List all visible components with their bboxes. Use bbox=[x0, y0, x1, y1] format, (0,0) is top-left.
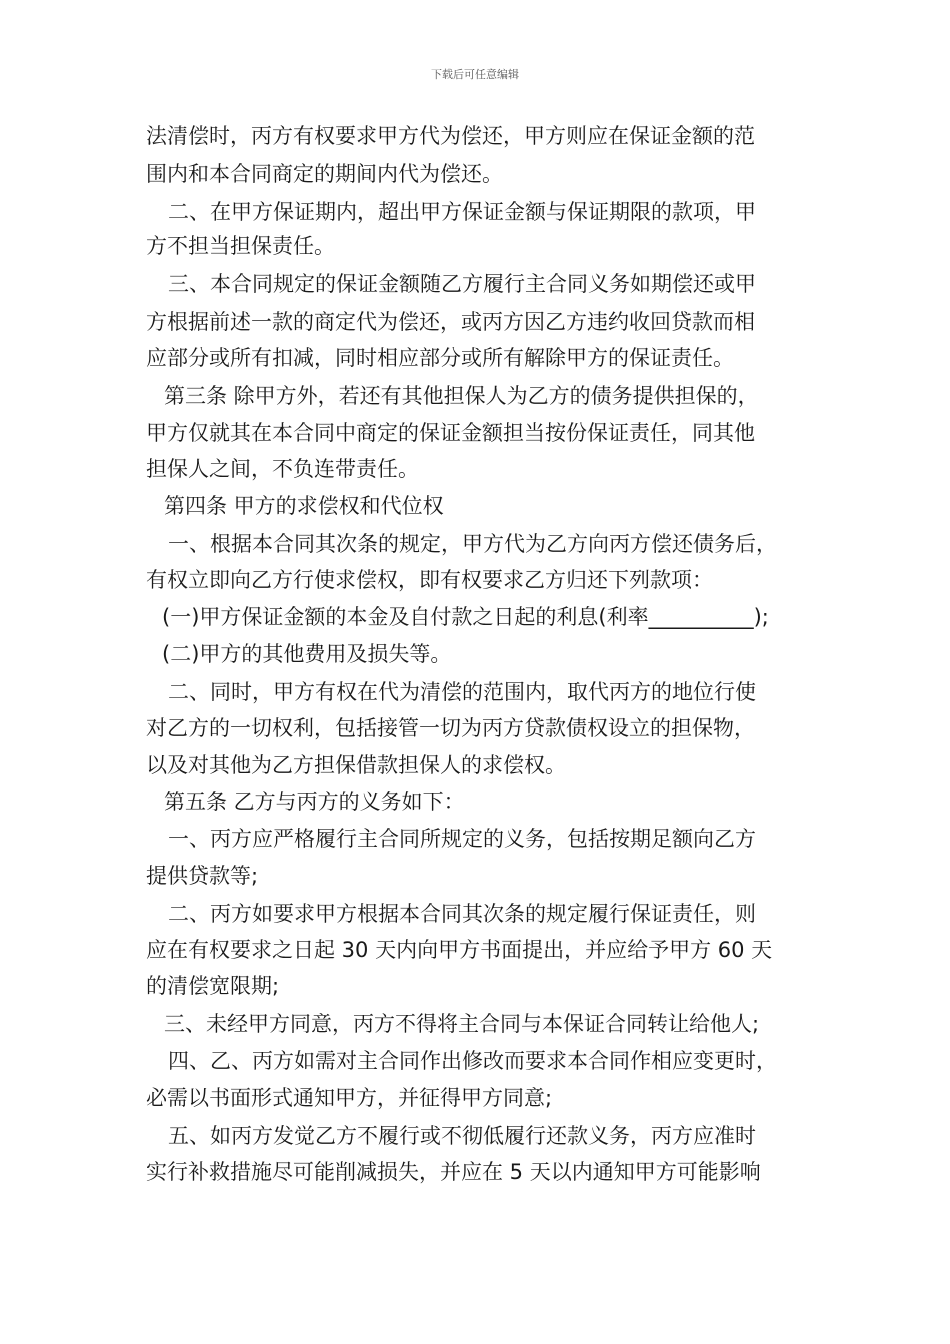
text-line: 方根据前述一款的商定代为偿还，或丙方因乙方违约收回贷款而相 bbox=[146, 310, 755, 334]
text-line: 三、本合同规定的保证金额随乙方履行主合同义务如期偿还或甲 bbox=[168, 272, 756, 296]
text-line: 甲方仅就其在本合同中商定的保证金额担当按份保证责任，同其他 bbox=[146, 421, 755, 445]
text-line: 二、丙方如要求甲方根据本合同其次条的规定履行保证责任，则 bbox=[168, 902, 756, 926]
text-line: 对乙方的一切权利，包括接管一切为丙方贷款债权设立的担保物， bbox=[146, 716, 755, 740]
text-line: 的清偿宽限期; bbox=[146, 974, 280, 998]
text-line: 二、在甲方保证期内，超出甲方保证金额与保证期限的款项，甲 bbox=[168, 200, 756, 224]
text-line: 三、未经甲方同意，丙方不得将主合同与本保证合同转让给他人; bbox=[164, 1012, 760, 1036]
text-line: 提供贷款等; bbox=[146, 864, 259, 888]
text-line: (一)甲方保证金额的本金及自付款之日起的利息(利率__________); bbox=[162, 605, 769, 629]
text-line: 应在有权要求之日起 30 天内向甲方书面提出，并应给予甲方 60 天 bbox=[146, 938, 773, 962]
text-line: 二、同时，甲方有权在代为清偿的范围内，取代丙方的地位行使 bbox=[168, 680, 756, 704]
text-line: 四、乙、丙方如需对主合同作出修改而要求本合同作相应变更时， bbox=[168, 1049, 777, 1073]
text-line: 实行补救措施尽可能削减损失，并应在 5 天以内通知甲方可能影响 bbox=[146, 1160, 761, 1184]
text-line: 以及对其他为乙方担保借款担保人的求偿权。 bbox=[146, 753, 566, 777]
page-header: 下载后可任意编辑 bbox=[431, 68, 519, 81]
text-line: 方不担当担保责任。 bbox=[146, 234, 335, 258]
text-line: (二)甲方的其他费用及损失等。 bbox=[162, 642, 452, 666]
text-line: 法清偿时，丙方有权要求甲方代为偿还，甲方则应在保证金额的范 bbox=[146, 124, 755, 148]
text-line: 必需以书面形式通知甲方，并征得甲方同意; bbox=[146, 1086, 553, 1110]
text-line: 一、丙方应严格履行主合同所规定的义务，包括按期足额向乙方 bbox=[168, 827, 756, 851]
text-line: 担保人之间，不负连带责任。 bbox=[146, 457, 419, 481]
section-heading: 第五条 乙方与丙方的义务如下： bbox=[164, 790, 465, 814]
text-line: 有权立即向乙方行使求偿权，即有权要求乙方归还下列款项： bbox=[146, 568, 713, 592]
text-line: 五、如丙方发觉乙方不履行或不彻低履行还款义务，丙方应准时 bbox=[168, 1124, 756, 1148]
text-line: 一、根据本合同其次条的规定，甲方代为乙方向丙方偿还债务后， bbox=[168, 532, 777, 556]
text-line: 第三条 除甲方外，若还有其他担保人为乙方的债务提供担保的， bbox=[164, 384, 759, 408]
text-line: 围内和本合同商定的期间内代为偿还。 bbox=[146, 162, 503, 186]
section-heading: 第四条 甲方的求偿权和代位权 bbox=[164, 494, 444, 518]
text-line: 应部分或所有扣减，同时相应部分或所有解除甲方的保证责任。 bbox=[146, 346, 734, 370]
